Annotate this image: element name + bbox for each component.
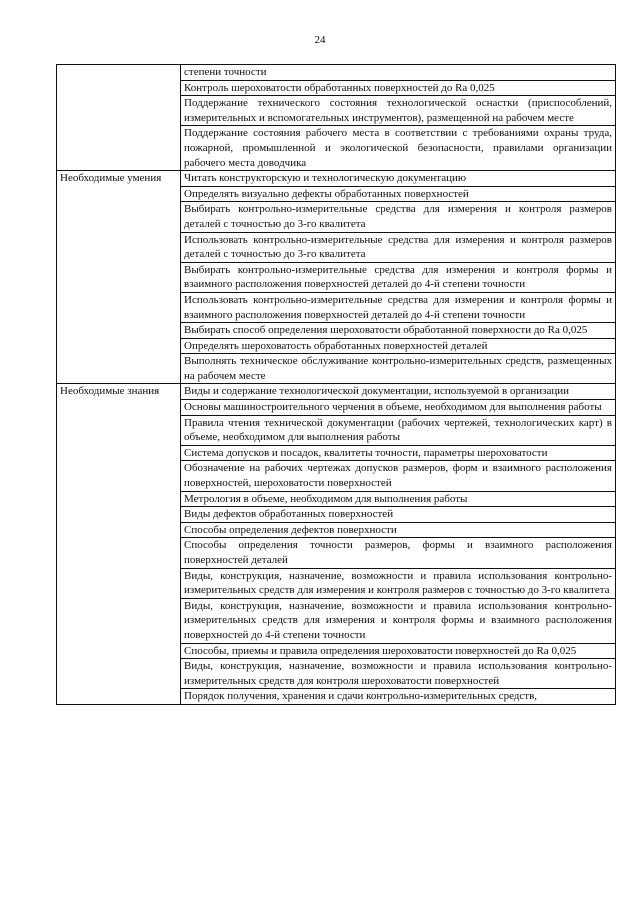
section-label: Необходимые знания [60, 385, 160, 398]
requirement-item: Контроль шероховатости обработанных поверхностей до Ra 0,025 [181, 80, 616, 96]
requirements-table-body [57, 65, 616, 705]
requirement-item: Поддержание состояния рабочего места в соответствии с требованиями охраны труда, пожарной, промышленной и экологической безопасности, правилами организации рабочего места доводчика [181, 126, 616, 171]
requirement-item: Определять шероховатость обработанных поверхностей деталей [181, 338, 616, 354]
requirement-item: степени точности [181, 65, 616, 81]
section-label-cell [57, 65, 181, 171]
requirement-item: Способы определения точности размеров, формы и взаимного расположения поверхностей деталей [181, 538, 616, 568]
table-row [57, 171, 616, 187]
section-label-cell [57, 384, 181, 704]
requirement-item: Способы определения дефектов поверхности [181, 522, 616, 538]
requirement-item: Виды, конструкция, назначение, возможности и правила использования контрольно-измерительных средств для измерения и контроля размеров с точностью до 3-го квалитета [181, 568, 616, 598]
requirement-item: Выбирать контрольно-измерительные средства для измерения и контроля формы и взаимного расположения поверхностей деталей до 4-й степени точности [181, 262, 616, 292]
page-number: 24 [314, 34, 326, 46]
requirement-item: Виды и содержание технологической документации, используемой в организации [181, 384, 616, 400]
requirement-item: Метрология в объеме, необходимом для выполнения работы [181, 491, 616, 507]
table-row [57, 384, 616, 400]
section-label-cell [57, 171, 181, 384]
requirement-item: Выбирать способ определения шероховатости обработанной поверхности до Ra 0,025 [181, 323, 616, 339]
section-label: Необходимые умения [60, 172, 162, 185]
requirement-item: Использовать контрольно-измерительные средства для измерения и контроля размеров деталей с точностью до 3-го квалитета [181, 232, 616, 262]
requirement-item: Порядок получения, хранения и сдачи контрольно-измерительных средств, [181, 689, 616, 705]
requirement-item: Основы машиностроительного черчения в объеме, необходимом для выполнения работы [181, 400, 616, 416]
requirement-item: Выполнять техническое обслуживание контрольно-измерительных средств, размещенных на рабочем месте [181, 354, 616, 384]
requirement-item: Читать конструкторскую и технологическую документацию [181, 171, 616, 187]
requirement-item: Способы, приемы и правила определения шероховатости поверхностей до Ra 0,025 [181, 643, 616, 659]
requirement-item: Использовать контрольно-измерительные средства для измерения и контроля формы и взаимного расположения поверхностей деталей до 4-й степени точности [181, 292, 616, 322]
requirement-item: Обозначение на рабочих чертежах допусков размеров, форм и взаимного расположения поверхностей, шероховатости поверхностей [181, 461, 616, 491]
requirement-item: Виды, конструкция, назначение, возможности и правила использования контрольно-измерительных средств для измерения и контроля формы и взаимного расположения поверхностей до 4-й степени точности [181, 598, 616, 643]
requirement-item: Система допусков и посадок, квалитеты точности, параметры шероховатости [181, 445, 616, 461]
requirement-item: Выбирать контрольно-измерительные средства для измерения и контроля размеров деталей с точностью до 3-го квалитета [181, 202, 616, 232]
requirement-item: Виды дефектов обработанных поверхностей [181, 507, 616, 523]
table-row [57, 65, 616, 81]
requirements-table [56, 64, 616, 705]
requirement-item: Виды, конструкция, назначение, возможности и правила использования контрольно-измерительных средств для контроля шероховатости поверхностей [181, 659, 616, 689]
requirement-item: Правила чтения технической документации (рабочих чертежей, технологических карт) в объеме, необходимом для выполнения работы [181, 415, 616, 445]
requirement-item: Поддержание технического состояния технологической оснастки (приспособлений, измерительных и вспомогательных инструментов), размещенной на рабочем месте [181, 96, 616, 126]
requirement-item: Определять визуально дефекты обработанных поверхностей [181, 186, 616, 202]
